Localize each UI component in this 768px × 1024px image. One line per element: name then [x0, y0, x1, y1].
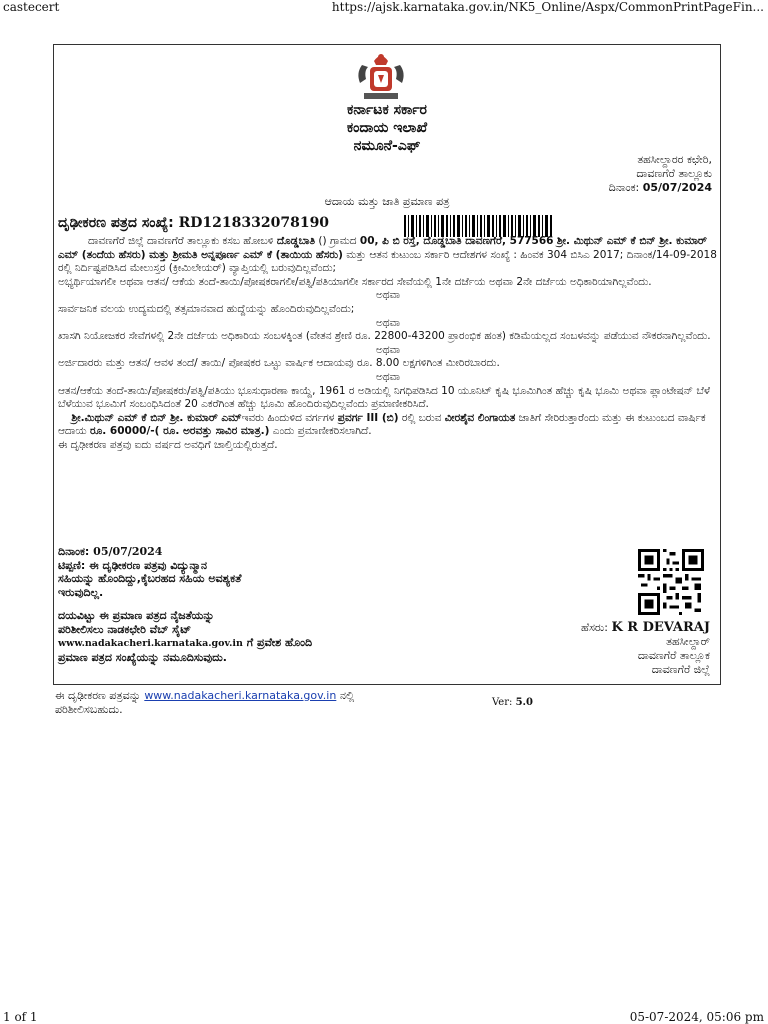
p7-caste: ವೀರಶೈವ ಲಿಂಗಾಯತ [444, 411, 516, 424]
p7-text-b: ರಲ್ಲಿ ಬರುವ [398, 411, 445, 424]
nadakacheri-link[interactable]: www.nadakacheri.karnataka.gov.in [144, 689, 337, 702]
qr-code-icon [638, 549, 704, 615]
p1-text-b: () ಗ್ರಾಮದ [315, 235, 360, 247]
spacer [58, 599, 398, 609]
p1-text-d: ಮತ್ತು ಆತನ ಕುಟುಂಬ ಸರ್ಕಾರಿ ಆದೇಶಗಳ ಸಂಖ್ಯೆ : ಹಿಂವಕ 304 ಬಿಸಿಎ 2017; ದಿನಾಂಕ/14-09-2018 ರಲ್ಲಿ ನಿರ್ದಿಷ್ಟಪಡಿಸಿದ ಮೇಲುಸ್ತರ (ಕ್ರೀಮಿಲೇಯರ್) ವ್ಯಾಪ್ತಿಯಲ್ಲಿ ಬರುವುದಿಲ್ಲವೆಂದು; [58, 248, 717, 275]
barcode-icon [404, 215, 554, 237]
signatory-district: ದಾವಣಗೆರೆ ಜಿಲ್ಲೆ [651, 663, 710, 676]
body-para-8: ಈ ದೃಢೀಕರಣ ಪತ್ರವು ಐದು ವರ್ಷದ ಅವಧಿಗೆ ಚಾಲ್ತಿಯಲ್ಲಿರುತ್ತದೆ. [58, 438, 278, 451]
verify-url: www.nadakacheri.karnataka.gov.in [58, 638, 243, 649]
version-label [492, 697, 533, 708]
version-prefix: Ver: [492, 697, 516, 708]
p1-village: ದೊಡ್ಡಬಾತಿ [276, 235, 316, 247]
footer-date-value: 05/07/2024 [93, 545, 163, 558]
signatory-name-row [581, 621, 710, 635]
verify-line3 [58, 636, 398, 651]
body-para-7 [58, 412, 718, 439]
athava-1: ಅಥವಾ [375, 289, 401, 302]
office-date-label: ದಿನಾಂಕ: [608, 181, 640, 194]
print-datetime: 05-07-2024, 05:06 pm [629, 1010, 764, 1024]
p7-text-c: ಜಾತಿಗೆ ಸೇರಿರುತ್ತಾರೆಂದು ಮತ್ತು ಈ ಕುಟುಂಬದ ವಾರ್ಷಿಕ ಆದಾಯ [58, 411, 706, 438]
p7-category: ಪ್ರವರ್ಗ III (ಬಿ) [337, 411, 399, 424]
dept-title: ಕಂದಾಯ ಇಲಾಖೆ [346, 120, 428, 136]
signatory-name-label: ಹೆಸರು: [581, 621, 608, 634]
p1-text-a: ದಾವಣಗೆರೆ ಜಿಲ್ಲೆ ದಾವಣಗೆರೆ ತಾಲ್ಲೂಕು ಕಸಬ ಹೋಬಳಿ [88, 235, 277, 247]
below-text-b: ನಲ್ಲಿ [336, 689, 355, 702]
office-block [609, 153, 712, 195]
cert-number-row [58, 215, 329, 231]
body-para-1 [58, 235, 718, 276]
certificate-body [58, 235, 718, 453]
below-line2: ಪರಿಶೀಲಿಸಬಹುದು. [55, 703, 123, 716]
athava-2: ಅಥವಾ [375, 316, 401, 329]
verify-text3: ಗೆ ಪ್ರವೇಶ ಹೊಂದಿ [242, 636, 313, 649]
footer-date [58, 545, 398, 559]
note-line1: ಟಿಪ್ಪಣಿ: ಈ ದೃಢೀಕರಣ ಪತ್ರವು ವಿದ್ಯುನ್ಮಾನ [58, 558, 208, 572]
athava-4: ಅಥವಾ [375, 370, 401, 383]
p1-address: 00, ಪಿ ಬಿ ರಸ್ತೆ, ದೊಡ್ಡಬಾತಿ ದಾವಣಗೆರೆ, 577566 [359, 235, 554, 247]
office-line2: ದಾವಣಗೆರೆ ತಾಲ್ಲೂಕು [636, 167, 712, 180]
p7-income: ರೂ. 60000/-( ರೂ. ಅರವತ್ತು ಸಾವಿರ ಮಾತ್ರ.) [90, 425, 270, 438]
signatory-name: K R DEVARAJ [611, 620, 710, 635]
browser-url[interactable]: https://ajsk.karnataka.gov.in/NK5_Online/Aspx/CommonPrintPageFin... [331, 0, 764, 14]
signatory-taluk: ದಾವಣಗೆರೆ ತಾಲ್ಲೂಕ [637, 649, 710, 662]
body-para-6: ಆತನ/ಆಕೆಯ ತಂದೆ-ತಾಯಿ/ಪೋಷಕರು/ಪತ್ನಿ/ಪತಿಯು ಭೂಸುಧಾರಣಾ ಕಾಯ್ದೆ, 1961 ರ ಅಡಿಯಲ್ಲಿ ನಿಗಧಿಪಡಿಸಿದ 10 ಯೂನಿಟ್ ಕೃಷಿ ಭೂಮಿಗಿಂತ ಹೆಚ್ಚು ಕೃಷಿ ಭೂಮಿ ಅಥವಾ ಪ್ಲಾಂಟೇಷನ್ ಬೆಳೆ ಬೆಳೆಯುವ ಭೂಮಿಗೆ ಸಂಬಂಧಿಸಿದಂತೆ 20 ಎಕರೆಗಿಂತ ಹೆಚ್ಚು ಭೂಮಿ ಹೊಂದಿರುವುದಿಲ್ಲವೆಂದು ಪ್ರಮಾಣೀಕರಿಸಿದೆ. [58, 384, 711, 411]
verify-line2: ಪರಿಶೀಲಿಸಲು ನಾಡಕಛೇರಿ ವೆಬ್ ಸೈಟ್ [58, 622, 192, 636]
body-para-4: ಖಾಸಗಿ ನಿಯೋಜಕರ ಸೇವೆಗಳಲ್ಲಿ 2ನೇ ದರ್ಜೆಯ ಅಧಿಕಾರಿಯ ಸಂಬಳಕ್ಕಿಂತ (ವೇತನ ಶ್ರೇಣಿ ರೂ. 22800-43200 ಪ್ರಾರಂಭಿಕ ಹಂತ) ಕಡಿಮೆಯಲ್ಲದ ಸಂಬಳವನ್ನು ಪಡೆಯುವ ನೌಕರನಾಗಿಲ್ಲವೆಂದು. [58, 330, 711, 343]
footer-left-block [58, 545, 398, 664]
signatory-block [581, 621, 710, 677]
verify-line4: ಪ್ರಮಾಣ ಪತ್ರದ ಸಂಖ್ಯೆಯನ್ನು ನಮೂದಿಸುವುದು. [58, 650, 227, 664]
karnataka-emblem-icon [352, 51, 410, 103]
certificate-frame [53, 44, 721, 685]
body-para-3: ಸಾರ್ವಜನಿಕ ವಲಯ ಉದ್ಯಮದಲ್ಲಿ ತತ್ಸಮಾನವಾದ ಹುದ್ದೆಯನ್ನು ಹೊಂದಿರುವುದಿಲ್ಲವೆಂದು; [58, 302, 355, 315]
browser-page-title: castecert [3, 0, 60, 14]
signatory-designation: ತಹಸೀಲ್ದಾರ್ [666, 635, 710, 648]
p7-text-a: ಇವರು ಹಿಂದುಳಿದ ವರ್ಗಗಳ [241, 411, 338, 424]
athava-3: ಅಥವಾ [375, 343, 401, 356]
office-date [609, 181, 712, 195]
p7-text-d: ಎಂದು ಪ್ರಮಾಣೀಕರಿಸಲಾಗಿದೆ. [269, 425, 372, 438]
form-title: ನಮೂನೆ-ಎಫ್ [353, 138, 421, 154]
govt-title: ಕರ್ನಾಟಕ ಸರ್ಕಾರ [347, 102, 427, 118]
below-text-a: ಈ ದೃಢೀಕರಣ ಪತ್ರವನ್ನು [55, 689, 145, 702]
page-count: 1 of 1 [3, 1010, 38, 1024]
office-line1: ತಹಸೀಲ್ದಾರರ ಕಛೇರಿ, [637, 153, 712, 166]
note-line3: ಇರುವುದಿಲ್ಲ. [58, 585, 104, 599]
certificate-subtitle: ಆದಾಯ ಮತ್ತು ಜಾತಿ ಪ್ರಮಾಣ ಪತ್ರ [324, 195, 450, 208]
below-line1 [55, 689, 354, 703]
office-date-value: 05/07/2024 [642, 181, 712, 194]
cert-number-label: ದೃಢೀಕರಣ ಪತ್ರದ ಸಂಖ್ಯೆ: [58, 215, 174, 231]
p7-names: ಶ್ರೀ.ಮಿಥುನ್ ಎಮ್ ಕೆ ಬಿನ್ ಶ್ರೀ. ಕುಮಾರ್ ಎಮ್ [71, 411, 242, 424]
body-para-5: ಅರ್ಜಿದಾರರು ಮತ್ತು ಆತನ/ ಆವಳ ತಂದೆ/ ತಾಯಿ/ ಪೋಷಕರ ಒಟ್ಟು ವಾರ್ಷಿಕ ಆದಾಯವು ರೂ. 8.00 ಲಕ್ಷಗಳಿಗಿಂತ ಮೀರಿರಬಾರದು. [58, 357, 500, 370]
cert-number-value: RD1218332078190 [178, 215, 330, 231]
note-line2: ಸಹಿಯನ್ನು ಹೊಂದಿದ್ದು,ಕೈಬರಹದ ಸಹಿಯ ಅವಶ್ಯಕತೆ [58, 572, 242, 585]
version-value: 5.0 [515, 697, 533, 708]
verify-line1: ದಯವಿಟ್ಟು ಈ ಪ್ರಮಾಣ ಪತ್ರದ ನೈಜತೆಯನ್ನು [58, 609, 215, 622]
body-para-2: ಅಭ್ಯರ್ಥಿಯಾಗಲೀ ಅಥವಾ ಆತನ/ ಆಕೆಯ ತಂದೆ-ತಾಯಿ/ಪೋಷಕರಾಗಲೀ/ಪತ್ನಿ/ಪತಿಯಾಗಲೀ ಸರ್ಕಾರದ ಸೇವೆಯಲ್ಲಿ 1ನೇ ದರ್ಜೆಯ ಅಥವಾ 2ನೇ ದರ್ಜೆಯ ಅಧಿಕಾರಿಯಾಗಿಲ್ಲವೆಂದು. [58, 275, 652, 288]
below-note [55, 689, 354, 717]
p1-names: ಶ್ರೀ. ಮಿಥುನ್ ಎಮ್ ಕೆ ಬಿನ್ ಶ್ರೀ. ಕುಮಾರ್ ಎಮ್ (ತಂದೆಯ ಹೆಸರು) ಮತ್ತು ಶ್ರೀಮತಿ ಅನ್ನಪೂರ್ಣ ಎಮ್ ಕೆ (ತಾಯಿಯ ಹೆಸರು) [58, 235, 707, 261]
footer-date-label: ದಿನಾಂಕ: [58, 545, 90, 558]
